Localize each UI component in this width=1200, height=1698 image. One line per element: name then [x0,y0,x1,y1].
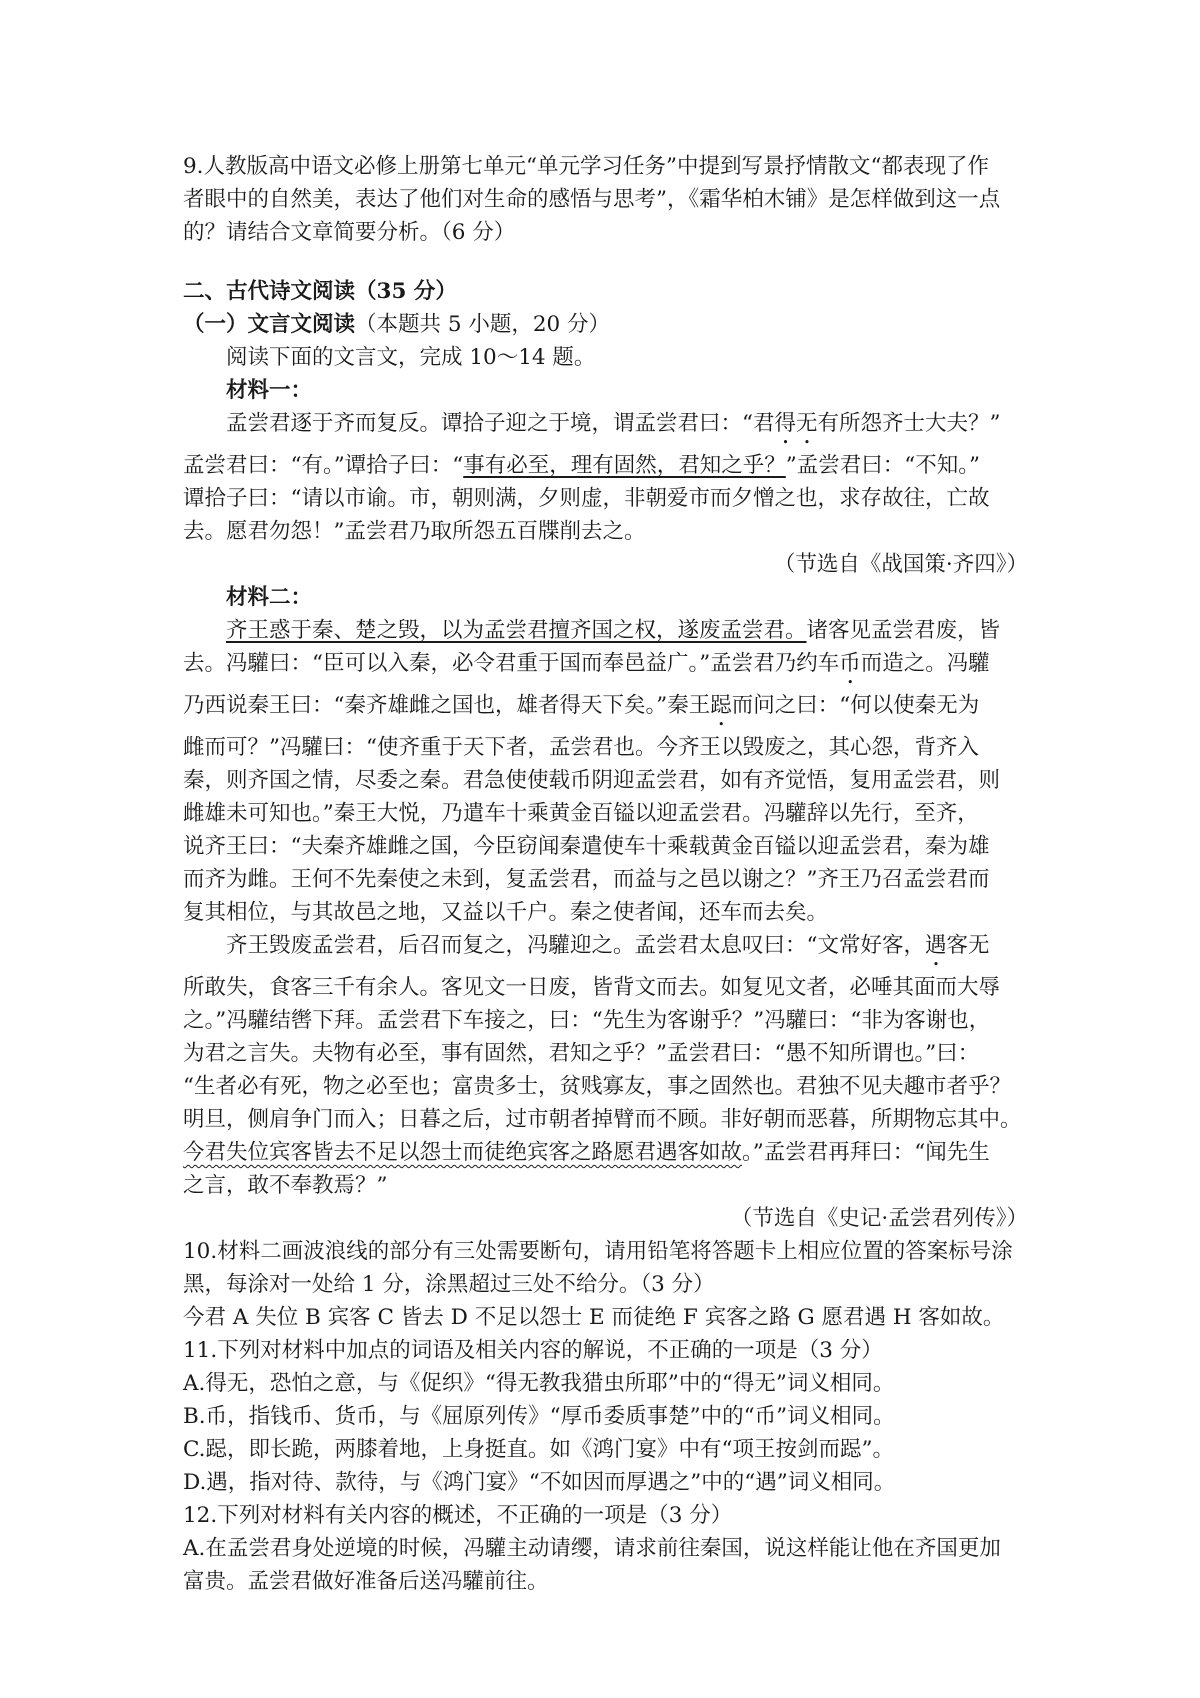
material-2-line: 而齐为雌。王何不先秦使之未到，复孟尝君，而益与之邑以谢之？”齐王乃召孟尝君而 [183,867,990,892]
text-span: 。”孟尝君再拜曰：“闻先生 [742,1140,990,1165]
material-2-line: 明旦，侧肩争门而入；日暮之后，过市朝者掉臂而不顾。非好朝而恶暮，所期物忘其中。 [183,1107,1022,1132]
material-2-line: 为君之言失。夫物有必至，事有固然，君知之乎？”孟尝君曰：“愚不知所谓也。”曰： [183,1041,980,1066]
material-2-source: （节选自《史记·孟尝君列传》） [730,1206,1028,1231]
dotted-word: 得 [774,411,797,436]
material-2-title: 材料二： [226,585,313,610]
question-11-option-a: A.得无，恐怕之意，与《促织》“得无教我猎虫所耶”中的“得无”词义相同。 [183,1371,895,1396]
text-span: 孟尝君逐于齐而复反。谭拾子迎之于境，谓孟尝君曰：“君 [226,411,775,436]
text-span: 乃西说秦王曰：“秦齐雄雌之国也，雄者得天下矣。”秦王 [183,693,711,718]
question-9 [183,150,1028,249]
exam-page [183,150,1028,1598]
part-1-title: （一）文言文阅读 [183,312,356,337]
material-1-line [183,449,1028,482]
material-2 [183,581,1028,1235]
material-2-line: 所敢失，食客三千有余人。客见文一日废，皆背文而去。如复见文者，必唾其面而大辱 [183,975,1001,1000]
material-1 [183,374,1028,581]
question-10 [183,1235,1028,1334]
question-10-options: 今君 A 失位 B 宾客 C 皆去 D 不足以怨士 E 而徒绝 F 宾客之路 G 愿君遇 H 客如故。 [183,1305,1005,1330]
text-span: 有所怨齐士大夫？” [817,411,1001,436]
question-11-stem: 11.下列对材料中加点的词语及相关内容的解说，不正确的一项是（3 分） [183,1338,883,1363]
material-2-line: 复其相位，与其故邑之地，又益以千户。秦之使者闻，还车而去矣。 [183,900,829,925]
question-11-option-c: C.跽，即长跪，两膝着地，上身挺直。如《鸿门宴》中有“项王按剑而跽”。 [183,1437,895,1462]
question-9-line: 9.人教版高中语文必修上册第七单元“单元学习任务”中提到写景抒情散文“都表现了作 [183,154,989,179]
part-1-heading [183,308,1028,341]
material-2-line: 说齐王曰：“夫秦齐雄雌之国，今臣窃闻秦遣使车十乘载黄金百镒以迎孟尝君，秦为雄 [183,834,990,859]
text-span: 而造之。冯驩 [860,651,990,676]
material-2-line: 雌雄未可知也。”秦王大悦，乃遣车十乘黄金百镒以迎孟尝君。冯驩辞以先行，至齐， [183,801,979,826]
text-span: 而问之曰：“何以使秦无为 [731,693,980,718]
question-12-stem: 12.下列对材料有关内容的概述，不正确的一项是（3 分） [183,1503,733,1528]
material-2-line: 雌而可？”冯驩曰：“使齐重于天下者，孟尝君也。今齐王以毁废之，其心怨，背齐入 [183,735,979,760]
question-10-line: 黑，每涂对一处给 1 分，涂黑超过三处不给分。（3 分） [183,1272,715,1297]
underlined-sentence: 事有必至，理有固然，君知之乎？ [463,453,786,478]
material-2-line [183,1136,1028,1169]
text-span: 孟尝君曰：“有。”谭拾子曰：“ [183,453,464,478]
wavy-underlined-sentence: 今君失位宾客皆去不足以怨士而徒绝宾客之路愿君遇客如故 [183,1140,743,1165]
material-2-line: 之。”冯驩结辔下拜。孟尝君下车接之，曰：“先生为客谢乎？”冯驩曰：“非为客谢也， [183,1008,991,1033]
question-11-option-b: B.币，指钱币、货币，与《屈原列传》“厚币委质事楚”中的“币”词义相同。 [183,1404,895,1429]
reading-instruction: 阅读下面的文言文，完成 10～14 题。 [226,345,596,370]
material-2-line [183,614,1028,647]
material-2-line: “生者必有死，物之必至也；富贵多士，贫贱寡友，事之固然也。君独不见夫趣市者乎？ [183,1074,1011,1099]
material-2-line [183,647,1028,689]
material-1-line: 谭拾子曰：“请以市谕。市，朝则满，夕则虚，非朝爱市而夕憎之也，求存故往，亡故 [183,486,990,511]
section-2-heading: 二、古代诗文阅读（35 分） [183,279,457,304]
material-1-source: （节选自《战国策·齐四》） [773,552,1028,577]
material-2-line [183,929,1028,971]
material-2-line [183,689,1028,731]
question-9-line: 的？请结合文章简要分析。（6 分） [183,220,516,245]
text-span: 诸客见孟尝君废，皆 [806,618,1001,643]
material-2-line: 秦，则齐国之情，尽委之秦。君急使使载币阴迎孟尝君，如有齐觉悟，复用孟尝君，则 [183,768,1001,793]
material-1-title: 材料一： [226,378,313,403]
dotted-word: 遇 [925,933,947,958]
question-9-line: 者眼中的自然美，表达了他们对生命的感悟与思考”，《霜华柏木铺》是怎样做到这一点 [183,187,1001,212]
dotted-word: 币 [839,651,861,676]
question-11-option-d: D.遇，指对待、款待，与《鸿门宴》“不如因而厚遇之”中的“遇”词义相同。 [183,1470,896,1495]
question-12-option-a: 富贵。孟尝君做好准备后送冯驩前往。 [183,1569,549,1594]
text-span: ”孟尝君曰：“不知。” [785,453,980,478]
question-10-line: 10.材料二画波浪线的部分有三处需要断句，请用铅笔将答题卡上相应位置的答案标号涂 [183,1239,1013,1264]
text-span: 客无 [946,933,990,958]
dotted-word: 跽 [710,693,732,718]
material-1-line: 去。愿君勿怨！”孟尝君乃取所怨五百牒削去之。 [183,519,646,544]
text-span: 齐王毁废孟尝君，后召而复之，冯驩迎之。孟尝君太息叹曰：“文常好客， [226,933,925,958]
material-1-line [183,407,1028,449]
question-11 [183,1334,1028,1499]
text-span: 去。冯驩曰：“臣可以入秦，必令君重于国而奉邑益广。”孟尝君乃约车 [183,651,840,676]
question-12-option-a: A.在孟尝君身处逆境的时候，冯驩主动请缨，请求前往秦国，说这样能让他在齐国更加 [183,1536,1001,1561]
material-2-line: 之言，敢不奉教焉？” [183,1173,388,1198]
dotted-word: 无 [796,411,818,436]
underlined-sentence: 齐王惑于秦、楚之毁，以为孟尝君擅齐国之权，遂废孟尝君。 [226,618,807,643]
part-1-note: （本题共 5 小题，20 分） [355,312,611,337]
question-12 [183,1499,1028,1598]
